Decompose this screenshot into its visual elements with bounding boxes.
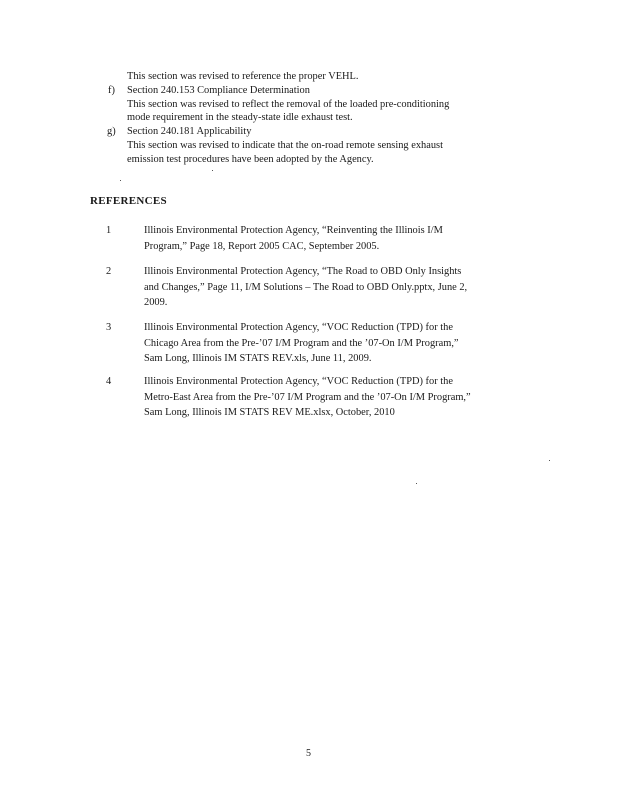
page-number: 5 <box>306 748 311 759</box>
reference-line: Illinois Environmental Protection Agency, “VOC Reduction (TPD) for the <box>144 376 453 387</box>
reference-line: and Changes,” Page 11, I/M Solutions – The Road to OBD Only.pptx, June 2, <box>144 281 468 293</box>
reference-line: Illinois Environmental Protection Agency, “VOC Reduction (TPD) for the <box>144 322 453 333</box>
reference-number: 2 <box>106 266 112 277</box>
reference-line: Program,” Page 18, Report 2005 CAC, September 2005. <box>144 240 380 252</box>
references-heading: REFERENCES <box>90 195 167 207</box>
scan-speck <box>120 180 121 181</box>
reference-line: Chicago Area from the Pre-’07 I/M Program and the ’07-On I/M Program,” <box>144 337 459 349</box>
scan-speck <box>212 170 213 171</box>
reference-line: 2009. <box>144 297 168 308</box>
reference-line: Illinois Environmental Protection Agency, “Reinventing the Illinois I/M <box>144 225 443 236</box>
reference-number: 3 <box>106 322 112 333</box>
section-f-body-line: mode requirement in the steady-state idle exhaust test. <box>127 112 353 123</box>
scan-speck <box>549 460 550 461</box>
reference-item <box>144 223 443 254</box>
reference-number: 1 <box>106 225 112 236</box>
section-f-marker: f) <box>108 85 115 96</box>
section-f-title: Section 240.153 Compliance Determination <box>127 85 310 96</box>
section-g-body-line: This section was revised to indicate that the on-road remote sensing exhaust <box>127 140 443 151</box>
reference-number: 4 <box>106 376 112 387</box>
section-g-title: Section 240.181 Applicability <box>127 126 252 137</box>
section-g-marker: g) <box>107 126 116 137</box>
reference-item <box>144 320 459 367</box>
reference-item <box>144 264 467 311</box>
section-f-body-line: This section was revised to reflect the removal of the loaded pre-conditioning <box>127 99 450 110</box>
reference-line: Illinois Environmental Protection Agency, “The Road to OBD Only Insights <box>144 266 462 277</box>
section-continuation-text: This section was revised to reference the proper VEHL. <box>127 71 359 82</box>
reference-line: Sam Long, Illinois IM STATS REV.xls, June 11, 2009. <box>144 353 372 364</box>
reference-line: Sam Long, Illinois IM STATS REV ME.xlsx, October, 2010 <box>144 407 395 418</box>
reference-item <box>144 374 471 421</box>
scan-speck <box>416 483 417 484</box>
section-g-body-line: emission test procedures have been adopted by the Agency. <box>127 154 374 165</box>
reference-line: Metro-East Area from the Pre-’07 I/M Program and the ’07-On I/M Program,” <box>144 391 471 403</box>
